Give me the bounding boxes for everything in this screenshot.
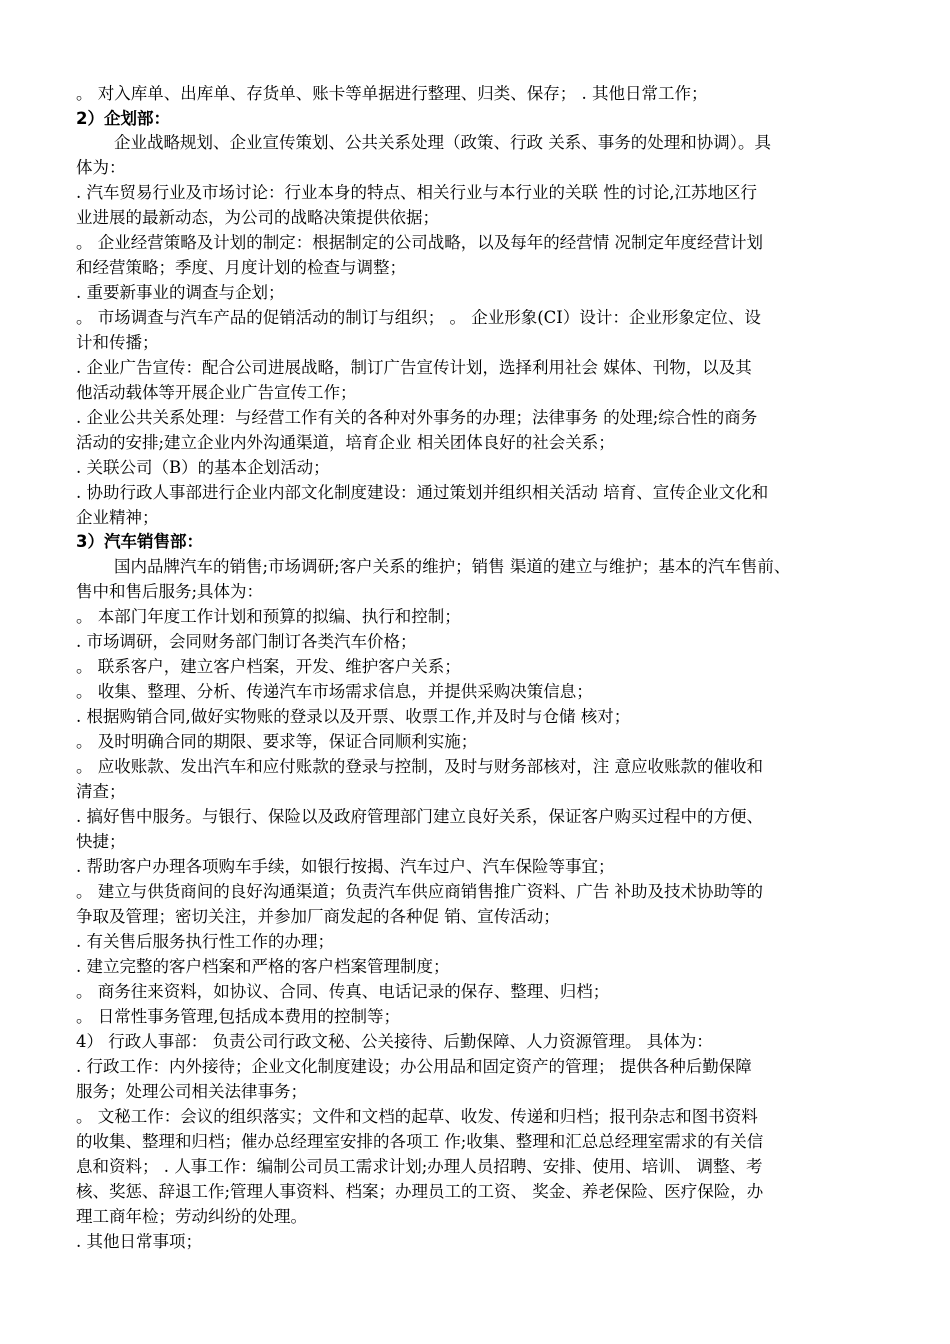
text-line: . 有关售后服务执行性工作的办理； <box>76 932 334 951</box>
text-line: 服务；处理公司相关法律事务； <box>76 1082 307 1101</box>
text-line: 。 联系客户，建立客户档案，开发、维护客户关系； <box>76 657 461 676</box>
text-line: . 企业公共关系处理：与经营工作有关的各种对外事务的办理；法律事务 的处理;综合性的商务 <box>76 408 758 427</box>
text-line: 企业精神； <box>76 508 159 527</box>
text-line: . 汽车贸易行业及市场讨论：行业本身的特点、相关行业与本行业的关联 性的讨论,江苏地区行 <box>76 183 757 202</box>
text-line: 。 文秘工作：会议的组织落实；文件和文档的起草、收发、传递和归档；报刊杂志和图书资料 <box>76 1107 758 1126</box>
text-line: . 关联公司（B）的基本企划活动； <box>76 458 330 477</box>
text-line: . 市场调研，会同财务部门制订各类汽车价格； <box>76 632 417 651</box>
text-line: . 根据购销合同,做好实物账的登录以及开票、收票工作,并及时与仓储 核对； <box>76 707 631 726</box>
text-line: 和经营策略；季度、月度计划的检查与调整； <box>76 258 406 277</box>
text-line: 理工商年检；劳动纠纷的处理。 <box>76 1207 307 1226</box>
text-line: 。 市场调查与汽车产品的促销活动的制订与组织； 。 企业形象(CI）设计：企业形象定位、设 <box>76 308 761 327</box>
text-line: 争取及管理；密切关注，并参加厂商发起的各种促 销、宣传活动； <box>76 907 560 926</box>
text-line: . 企业广告宣传：配合公司进展战略，制订广告宣传计划，选择利用社会 媒体、刊物，以及其 <box>76 358 752 377</box>
text-line: 。 日常性事务管理,包括成本费用的控制等； <box>76 1007 400 1026</box>
text-line: 。 本部门年度工作计划和预算的拟编、执行和控制； <box>76 607 461 626</box>
text-line: 。 应收账款、发出汽车和应付账款的登录与控制，及时与财务部核对，注 意应收账款的催收和 <box>76 757 763 776</box>
text-line: . 搞好售中服务。与银行、保险以及政府管理部门建立良好关系，保证客户购买过程中的方便、 <box>76 807 763 826</box>
text-line: . 帮助客户办理各项购车手续，如银行按揭、汽车过户、汽车保险等事宜； <box>76 857 615 876</box>
text-line: 体为： <box>76 158 126 177</box>
section-heading-planning: 2）企划部： <box>76 109 170 128</box>
text-line: 息和资料； . 人事工作：编制公司员工需求计划;办理人员招聘、安排、使用、培训、 调整、考 <box>76 1157 763 1176</box>
text-line: 企业战略规划、企业宣传策划、公共关系处理（政策、行政 关系、事务的处理和协调）。具 <box>114 133 771 152</box>
text-line: 。 对入库单、出库单、存货单、账卡等单据进行整理、归类、保存； . 其他日常工作； <box>76 84 708 103</box>
text-line: 清查； <box>76 782 126 801</box>
text-line: 国内品牌汽车的销售;市场调研;客户关系的维护；销售 渠道的建立与维护；基本的汽车售前、 <box>114 557 791 576</box>
text-line: 的收集、整理和归档；催办总经理室安排的各项工 作;收集、整理和汇总总经理室需求的有关信 <box>76 1132 764 1151</box>
text-line: 。 商务往来资料，如协议、合同、传真、电话记录的保存、整理、归档； <box>76 982 610 1001</box>
text-line: 售中和售后服务;具体为： <box>76 582 264 601</box>
text-line: 计和传播； <box>76 333 159 352</box>
text-line: . 重要新事业的调查与企划； <box>76 283 285 302</box>
text-line: 。 建立与供货商间的良好沟通渠道；负责汽车供应商销售推广资料、广告 补助及技术协助等的 <box>76 882 763 901</box>
text-line: 快捷； <box>76 832 126 851</box>
text-line: . 行政工作：内外接待；企业文化制度建设；办公用品和固定资产的管理； 提供各种后勤保障 <box>76 1057 752 1076</box>
text-line: 。 收集、整理、分析、传递汽车市场需求信息，并提供采购决策信息； <box>76 682 593 701</box>
text-line: . 建立完整的客户档案和严格的客户档案管理制度； <box>76 957 450 976</box>
section-heading-sales: 3）汽车销售部： <box>76 532 203 551</box>
text-line: 他活动载体等开展企业广告宣传工作； <box>76 383 357 402</box>
text-line: . 其他日常事项； <box>76 1232 202 1251</box>
text-line: 业进展的最新动态，为公司的战略决策提供依据； <box>76 208 439 227</box>
text-line: 活动的安排;建立企业内外沟通渠道，培育企业 相关团体良好的社会关系； <box>76 433 615 452</box>
text-line: 。 及时明确合同的期限、要求等，保证合同顺利实施； <box>76 732 478 751</box>
section-heading-admin-hr: 4） 行政人事部： 负责公司行政文秘、公关接待、后勤保障、人力资源管理。 具体为： <box>76 1032 713 1051</box>
text-line: . 协助行政人事部进行企业内部文化制度建设：通过策划并组织相关活动 培育、宣传企业文化和 <box>76 483 769 502</box>
text-line: 。 企业经营策略及计划的制定：根据制定的公司战略，以及每年的经营情 况制定年度经营计划 <box>76 233 763 252</box>
text-line: 核、奖惩、辞退工作;管理人事资料、档案；办理员工的工资、 奖金、养老保险、医疗保险，办 <box>76 1182 764 1201</box>
